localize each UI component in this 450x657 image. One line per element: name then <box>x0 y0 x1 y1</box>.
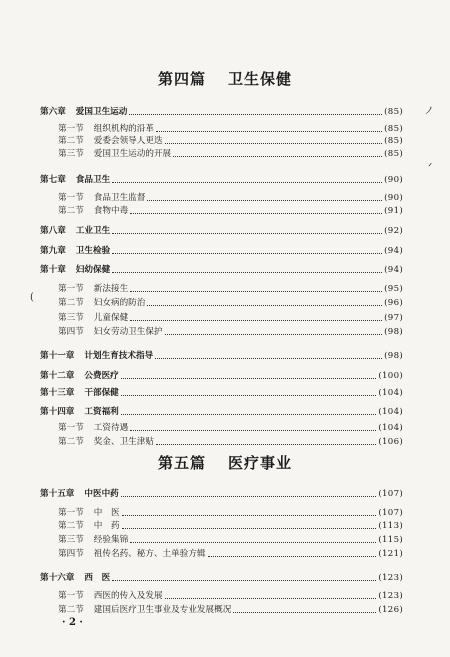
toc-chapter-row <box>40 484 403 499</box>
dot-leader <box>121 393 377 396</box>
dot-leader <box>129 112 382 115</box>
dot-leader <box>208 554 377 557</box>
toc-section-row <box>58 586 403 601</box>
margin-mark: ( <box>30 292 34 303</box>
entry-number: 第四节 <box>58 549 84 559</box>
toc-section-row <box>58 279 403 294</box>
dot-leader <box>130 428 376 431</box>
dot-leader <box>156 442 376 445</box>
dot-leader <box>130 318 382 321</box>
entry-title: 妇女劳动卫生保护 <box>93 327 163 337</box>
entry-page: (95) <box>384 284 403 294</box>
toc-chapter-row <box>40 402 403 417</box>
toc-section-row <box>58 293 403 308</box>
toc-chapter-row <box>40 260 403 275</box>
toc-section-row <box>58 530 403 545</box>
entry-number: 第二节 <box>58 521 84 531</box>
toc-section-row <box>58 322 403 337</box>
entry-page: (96) <box>384 298 403 308</box>
entry-title: 新法接生 <box>93 284 129 294</box>
entry-number: 第六章 <box>40 107 66 117</box>
part-4-title <box>0 68 450 89</box>
part-4-name: 卫生保健 <box>228 70 293 88</box>
entry-number: 第一节 <box>58 193 84 203</box>
dot-leader <box>130 289 382 292</box>
entry-number: 第四节 <box>58 327 84 337</box>
entry-title: 儿童保健 <box>93 313 129 323</box>
dot-leader <box>112 270 382 273</box>
entry-number: 第一节 <box>58 508 84 518</box>
toc-section-row <box>58 600 403 615</box>
entry-number: 第十一章 <box>40 351 75 361</box>
entry-title: 食品卫生监督 <box>93 193 146 203</box>
entry-number: 第二节 <box>58 136 84 146</box>
entry-title: 工资待遇 <box>93 423 129 433</box>
toc-chapter-row <box>40 102 403 117</box>
toc-chapter-row <box>40 241 403 256</box>
toc-section-row <box>58 432 403 447</box>
page-number: · 2 · <box>62 617 83 628</box>
part-5-title <box>0 452 450 473</box>
entry-title: 中 医 <box>93 508 120 518</box>
entry-title: 经验集锦 <box>93 535 129 545</box>
toc-chapter-row <box>40 568 403 583</box>
dot-leader <box>121 494 377 497</box>
toc-chapter-row <box>40 383 403 398</box>
entry-number: 第七章 <box>40 175 66 185</box>
entry-number: 第三节 <box>58 313 84 323</box>
dot-leader <box>233 610 376 613</box>
dot-leader <box>122 526 377 529</box>
entry-title: 计划生育技术指导 <box>84 351 154 361</box>
entry-number: 第二节 <box>58 605 84 615</box>
dot-leader <box>155 356 382 359</box>
margin-mark: ノ <box>424 106 434 117</box>
entry-page: (92) <box>384 226 403 236</box>
entry-title: 卫生检验 <box>75 246 111 256</box>
entry-number: 第三节 <box>58 149 84 159</box>
entry-title: 祖传名药、秘方、土单验方辑 <box>93 549 206 559</box>
entry-number: 第三节 <box>58 535 84 545</box>
entry-title: 爱国卫生运动的开展 <box>93 149 172 159</box>
entry-number: 第一节 <box>58 284 84 294</box>
entry-title: 妇女病的防治 <box>93 298 146 308</box>
entry-title: 公费医疗 <box>84 371 119 381</box>
entry-title: 干部保健 <box>84 388 119 398</box>
entry-title: 西 医 <box>84 573 111 583</box>
entry-page: (85) <box>384 136 403 146</box>
entry-page: (94) <box>384 246 403 256</box>
entry-page: (94) <box>384 265 403 275</box>
entry-page: (97) <box>384 313 403 323</box>
part-5-name: 医疗事业 <box>228 454 293 472</box>
dot-leader <box>121 412 377 415</box>
entry-number: 第八章 <box>40 226 66 236</box>
entry-page: (85) <box>384 107 403 117</box>
toc-section-row <box>58 516 403 531</box>
dot-leader <box>130 540 376 543</box>
toc-chapter-row <box>40 221 403 236</box>
part-5-number: 第五篇 <box>157 454 206 472</box>
entry-page: (98) <box>384 351 403 361</box>
part-4-number: 第四篇 <box>157 70 206 88</box>
entry-number: 第二节 <box>58 206 84 216</box>
entry-title: 中 药 <box>93 521 120 531</box>
entry-page: (91) <box>384 206 403 216</box>
entry-page: (90) <box>384 175 403 185</box>
entry-page: (123) <box>378 573 403 583</box>
toc-chapter-row <box>40 170 403 185</box>
entry-title: 爱国卫生运动 <box>75 107 128 117</box>
entry-title: 建国后医疗卫生事业及专业发展概况 <box>93 605 232 615</box>
entry-page: (104) <box>378 388 403 398</box>
entry-number: 第一节 <box>58 124 84 134</box>
toc-chapter-row <box>40 346 403 361</box>
entry-page: (85) <box>384 124 403 134</box>
entry-number: 第十二章 <box>40 371 75 381</box>
entry-title: 食品卫生 <box>75 175 111 185</box>
entry-number: 第一节 <box>58 591 84 601</box>
entry-page: (90) <box>384 193 403 203</box>
toc-section-row <box>58 308 403 323</box>
entry-number: 第十六章 <box>40 573 75 583</box>
toc-chapter-row <box>40 366 403 381</box>
entry-page: (106) <box>378 437 403 447</box>
entry-page: (85) <box>384 149 403 159</box>
entry-title: 食物中毒 <box>93 206 129 216</box>
toc-section-row <box>58 144 403 159</box>
entry-number: 第十五章 <box>40 489 75 499</box>
dot-leader <box>112 180 382 183</box>
entry-title: 西医的传入及发展 <box>93 591 163 601</box>
toc-section-row <box>58 418 403 433</box>
entry-title: 组织机构的沿革 <box>93 124 154 134</box>
entry-title: 工业卫生 <box>75 226 111 236</box>
entry-page: (104) <box>378 423 403 433</box>
entry-page: (115) <box>378 535 403 545</box>
margin-mark: ᐟ <box>428 162 433 173</box>
entry-number: 第九章 <box>40 246 66 256</box>
entry-page: (123) <box>378 591 403 601</box>
dot-leader <box>130 211 382 214</box>
dot-leader <box>112 231 382 234</box>
entry-title: 爱委会领导人更迭 <box>93 136 163 146</box>
entry-page: (121) <box>378 549 403 559</box>
entry-title: 奖金、卫生津贴 <box>93 437 154 447</box>
dot-leader <box>112 251 382 254</box>
entry-number: 第二节 <box>58 437 84 447</box>
dot-leader <box>121 376 377 379</box>
entry-page: (126) <box>378 605 403 615</box>
entry-number: 第一节 <box>58 423 84 433</box>
dot-leader <box>112 578 376 581</box>
entry-page: (107) <box>378 508 403 518</box>
toc-section-row <box>58 201 403 216</box>
dot-leader <box>147 303 382 306</box>
entry-number: 第十四章 <box>40 407 75 417</box>
entry-page: (100) <box>378 371 403 381</box>
entry-page: (98) <box>384 327 403 337</box>
dot-leader <box>173 154 382 157</box>
dot-leader <box>165 596 377 599</box>
entry-title: 妇幼保健 <box>75 265 111 275</box>
entry-number: 第十章 <box>40 265 66 275</box>
dot-leader <box>165 332 383 335</box>
entry-page: (113) <box>378 521 403 531</box>
entry-title: 工资福利 <box>84 407 119 417</box>
toc-section-row <box>58 544 403 559</box>
entry-title: 中医中药 <box>84 489 119 499</box>
entry-number: 第十三章 <box>40 388 75 398</box>
entry-page: (104) <box>378 407 403 417</box>
entry-page: (107) <box>378 489 403 499</box>
entry-number: 第二节 <box>58 298 84 308</box>
